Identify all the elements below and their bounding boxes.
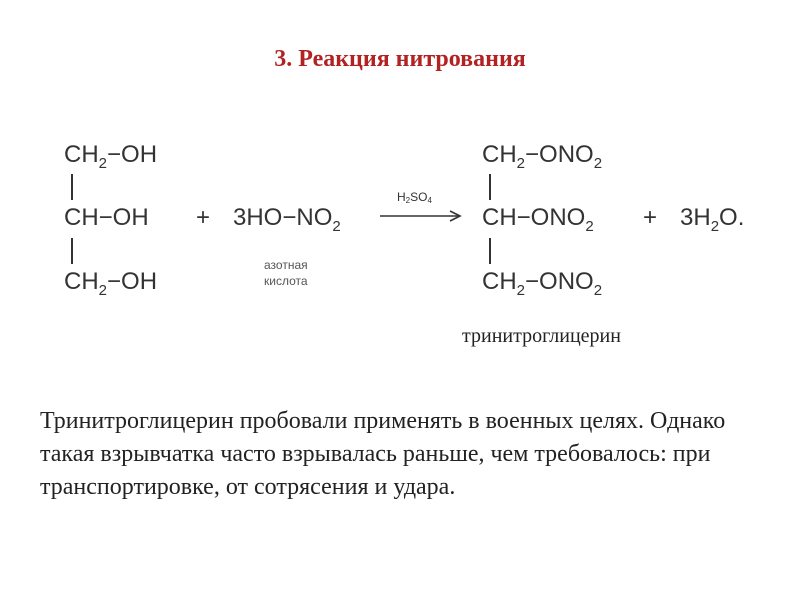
bond-line — [71, 174, 73, 200]
water-formula: $3H_2O$. — [680, 204, 745, 235]
product-row-3: $CH_2-ONO_2$ — [482, 268, 603, 299]
product-row-1: $CH_2-ONO_2$ — [482, 141, 603, 172]
product-row-2: $CH-ONO_2$ — [482, 204, 594, 235]
nitric-acid-formula: $3HO-NO_2$ — [233, 204, 341, 235]
bond-line — [489, 174, 491, 200]
reaction-arrow — [378, 208, 464, 224]
glycerol-row-3: $CH_2-OH$ — [64, 268, 158, 299]
product-name-label: тринитроглицерин — [462, 325, 621, 347]
plus-sign: + — [643, 204, 658, 231]
glycerol-row-1: $CH_2-OH$ — [64, 141, 158, 172]
bond-line — [71, 238, 73, 264]
catalyst-label: $H_2SO_4$ — [397, 190, 432, 205]
nitric-acid-name: азотная кислота — [264, 258, 308, 288]
glycerol-row-2: CH−OH — [64, 204, 149, 231]
description-paragraph: Тринитроглицерин пробовали применять в военных целях. Однако такая взрывчатка часто взрывалась раньше, чем требовалось: при транспортировке, от сотрясения и удара. — [40, 408, 726, 500]
bond-line — [489, 238, 491, 264]
slide-title: 3. Реакция нитрования — [274, 46, 526, 72]
plus-sign: + — [196, 204, 211, 231]
